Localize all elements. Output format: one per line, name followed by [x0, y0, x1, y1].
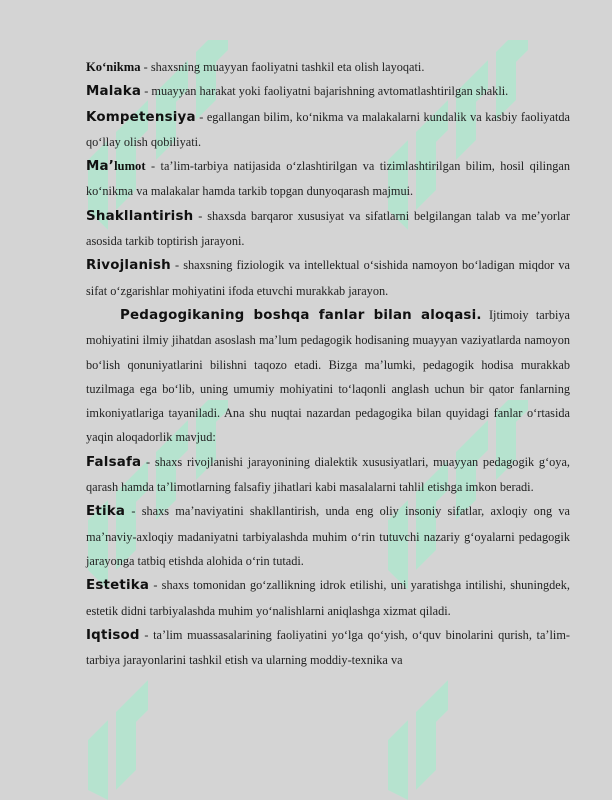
- field-text: - shaxs rivojlanishi jarayonining dialektik xususiyatlari, muayyan pedagogik gʻoya, qarash hamda ta’limotlarning falsafiy jihatlari kabi masalalarni tahlil etishga imkon beradi.: [86, 454, 570, 495]
- section-text: Ijtimoiy tarbiya mohiyatini ilmiy jihatdan asoslash ma’lum pedagogik hodisaning muayyan vaziyatlarda namoyon boʻlish qonuniyatlarini bilishni taqozo etadi. Bizga ma’lumki, pedagogik hodisa murakkab tuzilmaga ega boʻlib, uning umumiy mohiyatini toʻlaqonli anglash uchun bir qator fanlarning imkoniyatlariga tayaniladi. Ana shu nuqtai nazardan pedagogika bilan quyidagi fanlar oʻrtasida yaqin aloqadorlik mavjud:: [86, 307, 570, 445]
- term-label: Rivojlanish: [86, 258, 171, 274]
- field-label: Iqtisod: [86, 627, 140, 643]
- term-label: Malaka: [86, 84, 142, 100]
- term-label: Shakllantirish: [86, 208, 194, 224]
- field-falsafa: [86, 450, 570, 500]
- field-etika: [86, 499, 570, 573]
- definition-text: - muayyan harakat yoki faoliyatni bajarishning avtomatlashtirilgan shakli.: [141, 84, 509, 99]
- field-text: - ta’lim muassasalarining faoliyatini yoʻlga qoʻyish, oʻquv binolarini qurish, ta’lim-tarbiya jarayonlarini tashkil etish va ularning moddiy-texnika va: [86, 627, 570, 668]
- definition-malumot: [86, 154, 570, 204]
- document-body: [86, 55, 570, 672]
- definition-rivojlanish: [86, 253, 570, 303]
- definition-malaka: [86, 79, 570, 104]
- field-label: Etika: [86, 504, 126, 520]
- section-heading: Pedagogikaning boshqa fanlar bilan aloqasi.: [120, 307, 482, 323]
- field-label: Falsafa: [86, 454, 142, 470]
- definition-text: - egallangan bilim, koʻnikma va malakalarni kundalik va kasbiy faoliyatda qoʻllay olish qobiliyati.: [86, 109, 570, 149]
- field-text: - shaxs tomonidan goʻzallikning idrok etilishi, uni yaratishga intilishi, shuningdek, estetik didni tarbiyalashda muhim yoʻnalishlarni aniqlashga xizmat qiladi.: [86, 578, 570, 618]
- definition-kompetensiya: [86, 105, 570, 155]
- field-iqtisod: [86, 623, 570, 673]
- term-label: Ma’: [86, 159, 115, 175]
- definition-text: - shaxsning muayyan faoliyatni tashkil eta olish layoqati.: [140, 60, 425, 74]
- field-text: - shaxs ma’naviyatini shakllantirish, unda eng oliy insoniy sifatlar, axloqiy ong va ma’naviy-axloqiy madaniyatni tarbiyalashda muhim oʻrin tutuvchi nazariy gʻoyalarni pedagogik jarayonga tatbiq etishda alohida oʻrin tutadi.: [86, 504, 570, 568]
- definition-shakllantirish: [86, 204, 570, 254]
- definition-text: - ta’lim-tarbiya natijasida oʻzlashtirilgan va tizimlashtirilgan bilim, hosil qilingan koʻnikma va malakalar hamda tarkib topgan dunyoqarash majmui.: [86, 159, 570, 199]
- field-estetika: [86, 573, 570, 623]
- term-label: Kompetensiya: [86, 109, 196, 125]
- section-paragraph: [86, 303, 570, 450]
- definition-text: - shaxsda barqaror xususiyat va sifatlarni belgilangan talab va me’yorlar asosida tarkib toptirish jarayoni.: [86, 208, 570, 249]
- definition-konikma: [86, 55, 570, 79]
- term-label: Koʻnikma: [86, 60, 141, 74]
- term-label-suffix: lumot: [114, 159, 146, 174]
- field-label: Estetika: [86, 578, 150, 594]
- definition-text: - shaxsning fiziologik va intellektual oʻsishida namoyon boʻladigan miqdor va sifat oʻzgarishlar mohiyatini ifoda etuvchi murakkab jarayon.: [86, 258, 570, 298]
